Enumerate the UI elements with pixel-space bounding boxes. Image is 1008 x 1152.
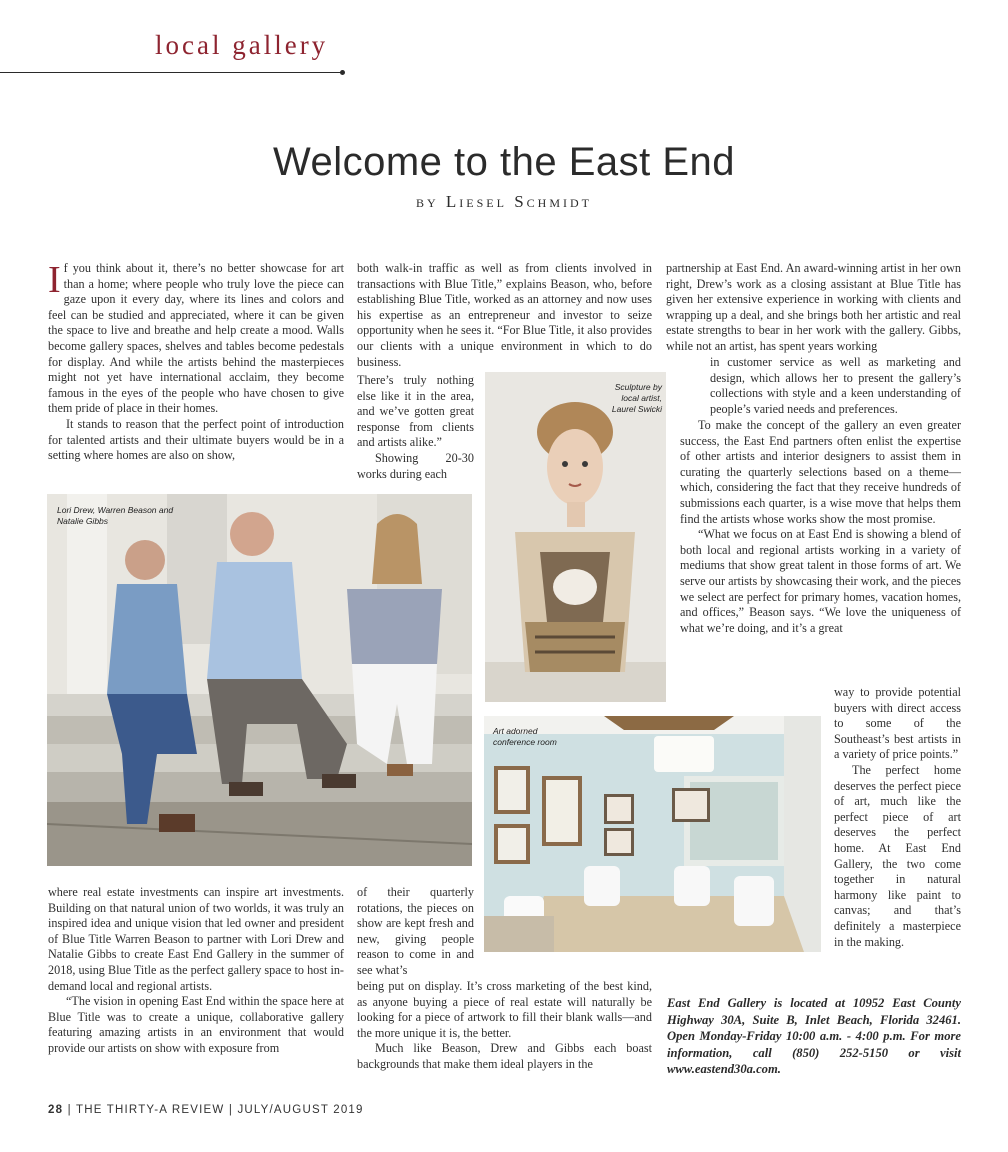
- article-title: Welcome to the East End: [272, 140, 736, 184]
- room-photo-caption: Art adorned conference room: [493, 726, 557, 747]
- column-3-body: [680, 418, 961, 636]
- column-3-top: [666, 261, 961, 355]
- paragraph: partnership at East End. An award-winning artist in her own right, Drew’s work as a closing assistant at Blue Title has given her extensive experience in working with clients and wrapping up a deal, and she brings both her artistic and real estate strengths to bear in her work with the gallery. Gibbs, while not an artist, has spent years working: [666, 261, 961, 353]
- header-rule: [0, 72, 343, 73]
- column-2-top: [357, 261, 652, 370]
- column-1-top: [48, 261, 344, 464]
- header-rule-dot: [340, 70, 345, 75]
- room-photo-graphic: [484, 716, 821, 952]
- people-photo-caption: Lori Drew, Warren Beason and Natalie Gibbs: [57, 505, 174, 526]
- column-3-narrow: [834, 685, 961, 950]
- column-2-bottom-wide: [357, 979, 652, 1073]
- page-number: 28: [48, 1104, 64, 1116]
- paragraph: The perfect home deserves the perfect piece of art, much like the perfect piece of art deserves the perfect home. At East End Gallery, the two come together in natural harmony like paint to canvas; and that’s definitely a masterpiece in the making.: [834, 762, 961, 949]
- room-photo: [484, 716, 821, 952]
- byline: by Liesel Schmidt: [415, 192, 592, 211]
- people-photo: [47, 494, 472, 866]
- paragraph: Much like Beason, Drew and Gibbs each boast backgrounds that make them ideal players in the: [357, 1041, 652, 1071]
- sculpture-photo: [485, 372, 666, 702]
- drop-cap: I: [48, 259, 61, 301]
- column-2-narrow: [357, 373, 474, 482]
- paragraph: in customer service as well as marketing and design, which allows her to present the gallery’s collections with style and a keen understanding of people’s varied needs and preferences.: [710, 355, 961, 416]
- gallery-info: East End Gallery is located at 10952 East County Highway 30A, Suite B, Inlet Beach, Florida 32461. Open Monday-Friday 10:00 a.m. - 4:00 p.m. For more information, call (850) 252-5150 or visit www.eastend30a.com.: [667, 996, 961, 1076]
- paragraph: of their quarterly rotations, the pieces on show are kept fresh and new, giving people reason to come in and see what’s: [357, 885, 474, 977]
- people-photo-graphic: [47, 494, 472, 866]
- paragraph: It stands to reason that the perfect point of introduction for talented artists and their ultimate buyers would be in a setting where homes are also on show,: [48, 416, 344, 463]
- paragraph: where real estate investments can inspire art investments. Building on that natural union of two worlds, it was truly an inspired idea and unique vision that led owner and president of Blue Title Warren Beason to partner with Lori Drew and Natalie Gibbs to create East End Gallery in the summer of 2018, using Blue Title as the perfect gallery space to host in-demand local and regional artists.: [48, 885, 344, 993]
- issue-date: JULY/AUGUST 2019: [237, 1104, 364, 1116]
- paragraph: “The vision in opening East End within the space here at Blue Title was to create a unique, collaborative gallery featuring amazing artists in an environment that would provide our artists on show with exposure from: [48, 994, 344, 1055]
- paragraph: both walk-in traffic as well as from clients involved in transactions with Blue Title,” explains Beason, who, before establishing Blue Title, worked as an attorney and now uses his expertise as an entrepreneur and investor to seize opportunity when he sees it. “For Blue Title, it also provides our clients with a unique environment in which to do business.: [357, 261, 652, 369]
- section-label: local gallery: [155, 30, 329, 60]
- publication-name: THE THIRTY-A REVIEW: [75, 1104, 225, 1116]
- sculpture-photo-caption: Sculpture by local artist, Laurel Swicki: [611, 382, 662, 414]
- paragraph: way to provide potential buyers with direct access to some of the Southeast’s best artists in a variety of price points.”: [834, 685, 961, 762]
- column-3-middle: [710, 355, 961, 417]
- column-2-bottom-narrow: [357, 885, 474, 979]
- folio-separator: |: [228, 1104, 234, 1116]
- sculpture-photo-graphic: [485, 372, 666, 702]
- folio-separator: |: [67, 1104, 72, 1116]
- paragraph: being put on display. It’s cross marketing of the best kind, as anyone buying a piece of real estate will naturally be looking for a piece of artwork to fill their blank walls—and the more unique it is, the better.: [357, 979, 652, 1040]
- paragraph: There’s truly nothing else like it in the area, and we’ve gotten great response from clients and artists alike.”: [357, 373, 474, 450]
- paragraph: Showing 20-30 works during each: [357, 450, 474, 481]
- paragraph: “What we focus on at East End is showing a blend of both local and regional artists working in a variety of mediums that show great talent in those forms of art. We serve our artists by showcasing their work, and the pieces we select are perfect for primary homes, vacation homes, and offices,” Beason says. “We love the uniqueness of what we’re doing, and it’s a great: [680, 527, 961, 635]
- paragraph: To make the concept of the gallery an even greater success, the East End partners often enlist the expertise of other artists and interior designers to assist them in curating the quarterly selections based on a theme—which, considering the fact that they receive hundreds of submissions each quarter, is a wise move that helps them find the artists whose works show the most promise.: [680, 418, 961, 526]
- column-1-bottom: [48, 885, 344, 1057]
- folio: [48, 1104, 364, 1116]
- paragraph: f you think about it, there’s no better showcase for art than a home; where people who truly love the piece can gaze upon it every day, where its lines and colors and feel can be studied and appreciated, where it can be given the space to live and breathe and help create a mood. Walls become gallery spaces, shelves and tables become pedestals for display. And while the artists behind the masterpieces might not yet have international acclaim, they become famous in the eyes of the people who have chosen to give them pride of place in their homes.: [48, 261, 344, 416]
